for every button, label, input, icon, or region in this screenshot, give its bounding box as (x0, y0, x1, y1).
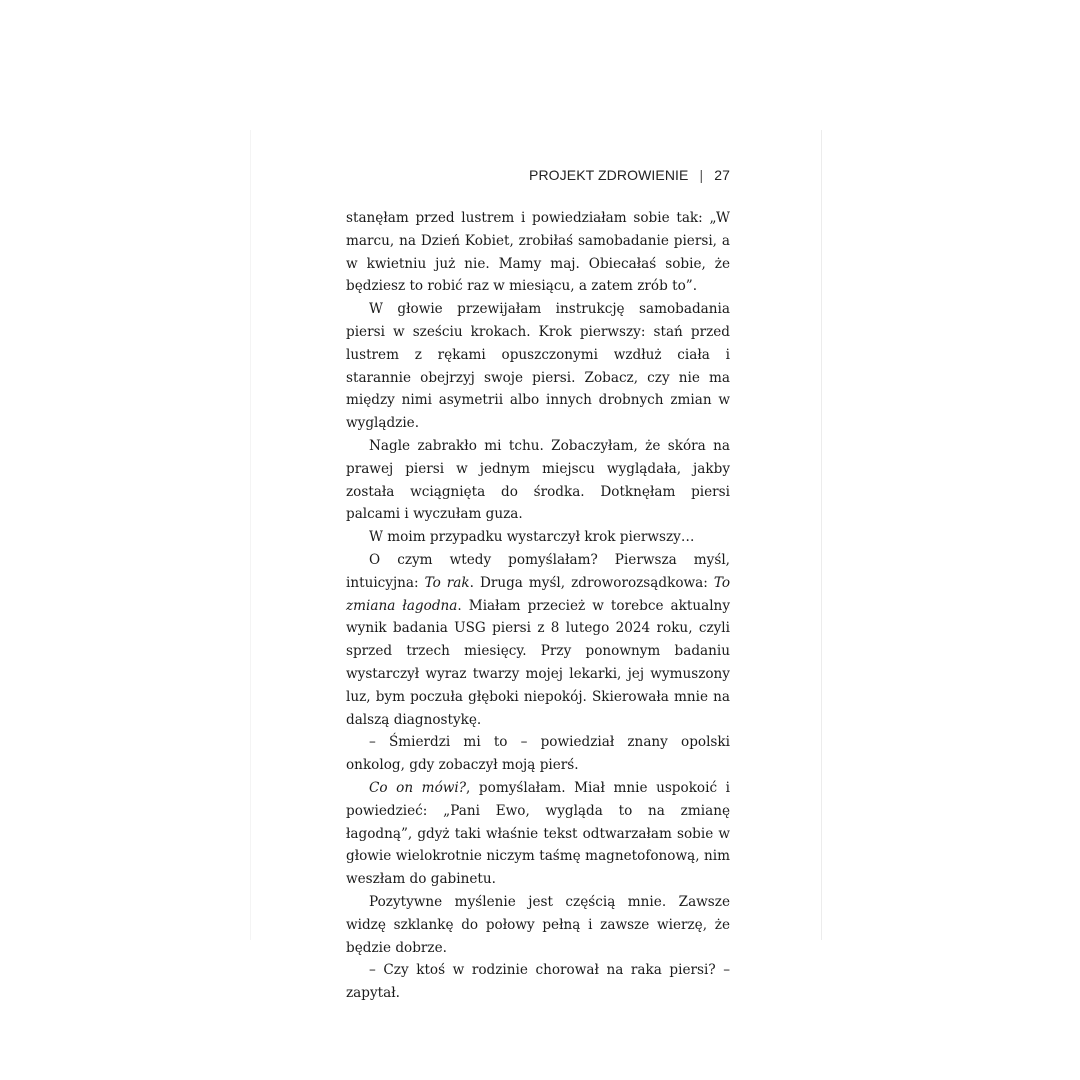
paragraph-text: stanęłam przed lustrem i powiedziałam sobie tak: „W marcu, na Dzień Kobiet, zrobiłaś samobadanie piersi, a w kwietniu już nie. Mamy maj. Obiecałaś sobie, że będziesz to robić raz w miesiącu, a zatem zrób to”. (346, 210, 730, 295)
paragraph-text: Pozytywne myślenie jest częścią mnie. Zawsze widzę szklankę do połowy pełną i zawsze wierzę, że będzie dobrze. (346, 893, 730, 956)
running-header-separator: | (699, 167, 704, 183)
running-header-title: PROJEKT ZDROWIENIE (529, 167, 689, 183)
body-text (346, 207, 730, 1005)
paragraph (346, 526, 730, 549)
paragraph-text: O czym wtedy pomyślałam? Pierwsza myśl, intuicyjna: (346, 551, 730, 591)
italic-text: To zmiana łagodna (346, 574, 731, 614)
paragraph-text: . Druga myśl, zdroworozsądkowa: (469, 574, 714, 591)
paragraph-text: W głowie przewijałam instrukcję samobadania piersi w sześciu krokach. Krok pierwszy: stań przed lustrem z rękami opuszczonymi wzdłuż ciała i starannie obejrzyj swoje piersi. Zobacz, czy nie ma między nimi asymetrii albo innych drobnych zmian w wyglądzie. (346, 301, 730, 432)
italic-text: Co on mówi? (369, 779, 467, 796)
paragraph (346, 298, 730, 435)
paragraph (346, 435, 730, 526)
paragraph (346, 731, 730, 777)
paragraph-text: – Czy ktoś w rodzinie chorował na raka piersi? – zapytał. (346, 962, 730, 1002)
paragraph-text: W moim przypadku wystarczył krok pierwszy… (369, 529, 695, 546)
paragraph-text: – Śmierdzi mi to – powiedział znany opolski onkolog, gdy zobaczył moją pierś. (346, 734, 730, 774)
italic-text: To rak (424, 574, 470, 591)
paragraph (346, 891, 730, 959)
paragraph (346, 207, 730, 298)
paragraph-text: , pomyślałam. Miał mnie uspokoić i powiedzieć: „Pani Ewo, wygląda to na zmianę łagodną”, gdyż taki właśnie tekst odtwarzałam sobie w głowie wielokrotnie niczym taśmę magnetofonową, nim weszłam do gabinetu. (346, 779, 730, 888)
paragraph-text: . Miałam przecież w torebce aktualny wynik badania USG piersi z 8 lutego 2024 roku, czyli sprzed trzech miesięcy. Przy ponownym badaniu wystarczył wyraz twarzy mojej lekarki, jej wymuszony luz, bym poczuła głęboki niepokój. Skierowała mnie na dalszą diagnostykę. (346, 597, 730, 728)
paragraph (346, 777, 730, 891)
running-header (346, 167, 730, 183)
paragraph (346, 549, 730, 731)
paragraph-text: Nagle zabrakło mi tchu. Zobaczyłam, że skóra na prawej piersi w jednym miejscu wyglądała, jakby została wciągnięta do środka. Dotknęłam piersi palcami i wyczułam guza. (346, 437, 730, 523)
page-number: 27 (714, 167, 730, 183)
paragraph (346, 959, 730, 1005)
